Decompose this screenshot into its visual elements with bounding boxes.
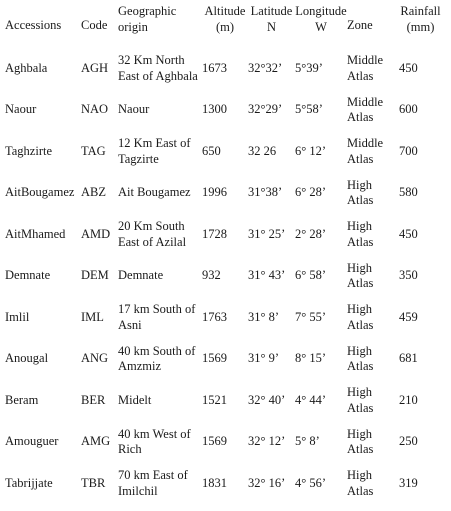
cell-longitude: 6° 58’	[295, 268, 327, 283]
header-rainfall	[393, 4, 448, 48]
header-geographic-origin-line1: Geographic	[118, 4, 177, 18]
cell-code: IML	[81, 309, 104, 324]
header-altitude-line1: Altitude	[204, 4, 246, 18]
table-row	[5, 463, 448, 505]
cell-geographic-origin: 40 km South of Amzmiz	[118, 343, 196, 374]
cell-code: BER	[81, 392, 106, 407]
cell-code: ANG	[81, 351, 109, 366]
cell-altitude: 1569	[202, 434, 227, 449]
table-row	[5, 297, 448, 339]
table-row	[5, 256, 448, 298]
header-geographic-origin-line2: origin	[118, 19, 148, 34]
cell-latitude: 31° 25’	[248, 226, 286, 241]
cell-altitude: 1300	[202, 102, 227, 117]
cell-zone: High Atlas	[347, 343, 374, 374]
cell-latitude: 32°32’	[248, 60, 283, 75]
cell-latitude: 31° 9’	[248, 351, 280, 366]
cell-geographic-origin: 70 km East of Imilchil	[118, 468, 188, 498]
table-row	[5, 380, 448, 422]
table-row	[5, 422, 448, 464]
cell-rainfall: 450	[399, 226, 418, 241]
cell-longitude: 5°58’	[295, 102, 323, 117]
header-zone-label: Zone	[347, 18, 373, 33]
cell-geographic-origin: 17 km South of Asni	[118, 302, 196, 332]
table-row	[5, 131, 448, 173]
cell-altitude: 1521	[202, 392, 227, 407]
cell-longitude: 5°39’	[295, 60, 323, 75]
table-row	[5, 48, 448, 90]
table-row	[5, 173, 448, 215]
cell-zone: Middle Atlas	[347, 53, 384, 83]
table-header	[5, 4, 448, 48]
cell-geographic-origin: Naour	[118, 102, 150, 117]
cell-rainfall: 210	[399, 392, 418, 407]
cell-code: ABZ	[81, 185, 106, 200]
cell-altitude: 1569	[202, 351, 227, 366]
cell-accession: Tabrijjate	[5, 475, 53, 490]
header-altitude	[202, 4, 248, 48]
header-accessions-label: Accessions	[5, 18, 62, 33]
cell-latitude: 32° 12’	[248, 434, 286, 449]
header-altitude-line2: (m)	[215, 19, 235, 34]
cell-rainfall: 580	[399, 185, 418, 200]
cell-geographic-origin: Demnate	[118, 268, 164, 283]
cell-rainfall: 450	[399, 60, 418, 75]
cell-rainfall: 459	[399, 309, 418, 324]
cell-code: TAG	[81, 143, 106, 158]
cell-latitude: 32° 16’	[248, 475, 286, 490]
cell-longitude: 8° 15’	[295, 351, 327, 366]
header-geographic-origin	[118, 4, 202, 48]
header-zone	[347, 4, 393, 48]
cell-geographic-origin: 20 Km South East of Azilal	[118, 219, 187, 249]
cell-accession: Amouguer	[5, 434, 59, 449]
cell-longitude: 4° 56’	[295, 475, 327, 490]
cell-zone: Middle Atlas	[347, 136, 384, 166]
header-latitude	[248, 4, 295, 48]
table-row	[5, 339, 448, 381]
cell-code: AMD	[81, 226, 111, 241]
cell-altitude: 932	[202, 268, 221, 283]
header-rainfall-line2: (mm)	[406, 19, 435, 34]
cell-latitude: 32°29’	[248, 102, 283, 117]
cell-longitude: 4° 44’	[295, 392, 327, 407]
cell-latitude: 32° 40’	[248, 392, 286, 407]
cell-geographic-origin: 12 Km East of Tagzirte	[118, 136, 191, 166]
cell-latitude: 32 26	[248, 143, 277, 158]
cell-accession: Aghbala	[5, 60, 48, 75]
accessions-table	[5, 4, 448, 505]
cell-accession: Beram	[5, 392, 39, 407]
cell-rainfall: 350	[399, 268, 418, 283]
header-longitude	[295, 4, 347, 48]
cell-altitude: 1831	[202, 475, 227, 490]
cell-accession: AitBougamez	[5, 185, 75, 200]
cell-code: AMG	[81, 434, 111, 449]
header-rainfall-line1: Rainfall	[400, 4, 441, 18]
cell-geographic-origin: Ait Bougamez	[118, 185, 191, 200]
cell-longitude: 6° 12’	[295, 143, 327, 158]
cell-accession: Naour	[5, 102, 37, 117]
cell-zone: High Atlas	[347, 219, 374, 249]
cell-geographic-origin: 40 km West of Rich	[118, 426, 191, 457]
cell-zone: High Atlas	[347, 468, 374, 498]
header-latitude-line1: Latitude	[250, 4, 293, 18]
cell-zone: High Atlas	[347, 177, 374, 208]
cell-longitude: 2° 28’	[295, 226, 327, 241]
cell-accession: Demnate	[5, 268, 51, 283]
table-body	[5, 48, 448, 505]
header-row	[5, 4, 448, 48]
cell-geographic-origin: 32 Km North East of Aghbala	[118, 53, 198, 83]
cell-code: DEM	[81, 268, 109, 283]
cell-latitude: 31° 8’	[248, 309, 280, 324]
cell-altitude: 1728	[202, 226, 227, 241]
cell-rainfall: 600	[399, 102, 418, 117]
cell-altitude: 650	[202, 143, 221, 158]
header-latitude-line2: N	[266, 19, 277, 34]
cell-longitude: 6° 28’	[295, 185, 327, 200]
cell-accession: Taghzirte	[5, 143, 53, 158]
header-accessions	[5, 4, 81, 48]
cell-rainfall: 681	[399, 351, 418, 366]
cell-altitude: 1673	[202, 60, 227, 75]
cell-latitude: 31° 43’	[248, 268, 286, 283]
table-row	[5, 90, 448, 132]
cell-code: TBR	[81, 475, 106, 490]
cell-altitude: 1763	[202, 309, 227, 324]
cell-accession: Anougal	[5, 351, 49, 366]
cell-code: NAO	[81, 102, 109, 117]
header-code	[81, 4, 118, 48]
cell-rainfall: 700	[399, 143, 418, 158]
cell-accession: Imlil	[5, 309, 30, 324]
cell-code: AGH	[81, 60, 109, 75]
cell-rainfall: 319	[399, 475, 418, 490]
cell-zone: High Atlas	[347, 426, 374, 457]
cell-latitude: 31°38’	[248, 185, 283, 200]
cell-zone: Middle Atlas	[347, 94, 384, 125]
cell-longitude: 7° 55’	[295, 309, 327, 324]
header-longitude-line1: Longitude	[295, 4, 347, 18]
cell-accession: AitMhamed	[5, 226, 66, 241]
cell-rainfall: 250	[399, 434, 418, 449]
header-code-label: Code	[81, 18, 108, 33]
cell-zone: High Atlas	[347, 260, 374, 291]
cell-zone: High Atlas	[347, 385, 374, 415]
table-row	[5, 214, 448, 256]
cell-altitude: 1996	[202, 185, 227, 200]
cell-zone: High Atlas	[347, 302, 374, 332]
cell-geographic-origin: Midelt	[118, 392, 152, 407]
header-longitude-line2: W	[315, 19, 327, 34]
cell-longitude: 5° 8’	[295, 434, 320, 449]
